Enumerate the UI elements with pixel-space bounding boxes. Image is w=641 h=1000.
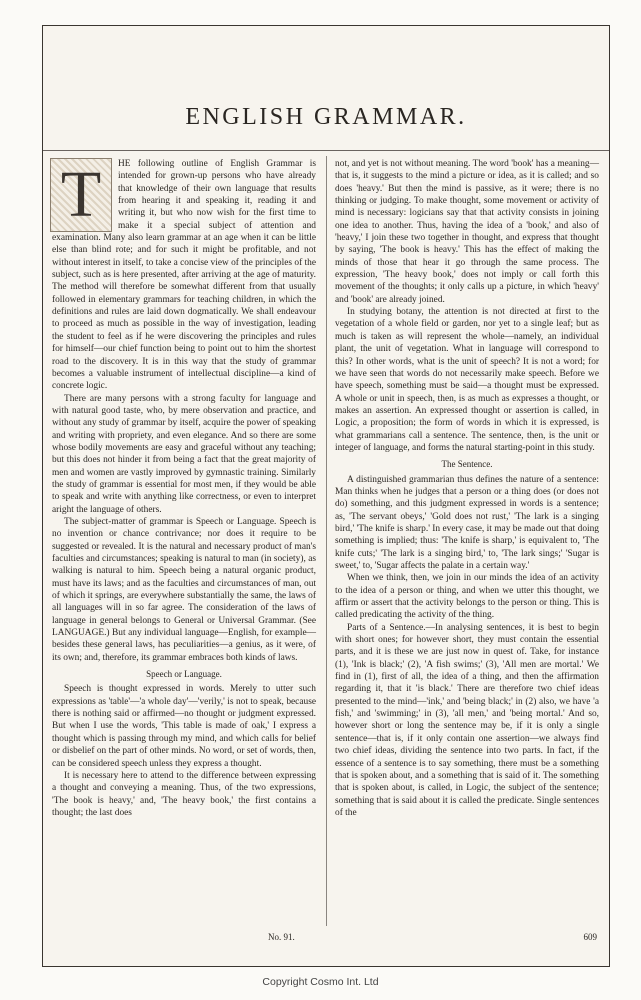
page-footer	[43, 932, 609, 946]
right-column	[335, 158, 599, 819]
body-paragraph: Speech is thought expressed in words. Merely to utter such expressions as 'table'—'a whole day'—'verily,' is not to speak, because there is nothing said or affirmed—no thought or judgment expressed. But when I use the words, 'This table is made of oak,' I express a thought which is passing through my mind, and which calls for belief or disbelief on the part of other minds. No word, or set of words, then, can be considered speech unless they express a thought.	[52, 684, 316, 769]
page-frame	[42, 25, 610, 967]
section-heading-sentence: The Sentence.	[441, 459, 493, 470]
body-paragraph: In studying botany, the attention is not directed at first to the vegetation of a whole field or garden, nor yet to a single leaf; but as much is taken as will represent the whole—namely, an individual plant, the unit of vegetation. What in language will correspond to this? In other words, what is the unit of speech? It is not a word; for we have seen that words do not necessarily make speech. Before we have speech, something must be said—a thought must be expressed. A whole or unit in speech, then, is as much as expresses a thought, or makes an assertion. An expressed thought or assertion is called, in Logic, a proposition; the form of words in which it is expressed, is what grammarians call a sentence. The sentence, then, is the unit or integer of language, and forms the natural starting-point in this study.	[335, 307, 599, 453]
intro-paragraph: HE following outline of English Grammar is intended for grown-up persons who have already that knowledge of their own language that results from hearing it and speaking it, reading it and writing it, but who now wish for the first time to make it a special subject of attention and examination. Many also learn grammar at an age when it can be little else than blind rote; and for such it might be profitable, and not without interest in itself, to take a concise view of the principles of the subject, such as is here presented, after arriving at the age of maturity. The method will therefore be somewhat different from that usually followed in elementary grammars for teaching children, in which the definitions and rules are laid down dogmatically. We shall endeavour to proceed as much as possible in the way of investigation, leading the student to feel as if he were discovering the principles and rules for himself—our chief function being to point out to him the shortest road to the discovery. It is in this way that the study of grammar becomes a valuable instrument of intellectual discipline—a kind of concrete logic.	[52, 159, 316, 392]
body-paragraph: When we think, then, we join in our minds the idea of an activity to the idea of a person or thing, and when we utter this thought, we affirm or assert that the activity belongs to the person or thing. This is called predicating the activity of the thing.	[335, 573, 599, 621]
title-rule	[43, 150, 609, 151]
title-area	[43, 26, 609, 151]
issue-number: No. 91.	[268, 932, 295, 942]
body-paragraph: Parts of a Sentence.—In analysing sentences, it is best to begin with short ones; for however short, they must contain the essential parts, and it is these we are just now in quest of. Take, for instance (1), 'Ink is black;' (2), 'A fish swims;' (3), 'All men are mortal.' We find in (1), first of all, the idea of a thing, and then the affirmation regarding it, that it 'is black.' There are therefore two chief ideas presented to the mind—'ink,' and 'being black;' in (2) also, we have 'a fish,' and 'swimming;' in (3), 'all men,' and 'being mortal.' And so, however short or long the sentence may be, if it is only a single sentence—that is, if it only contain one assertion—we always find two chief ideas, dividing the sentence into two parts. In fact, if the essence of a sentence is to say something, there must be a something that is spoken about, and a something that is said of it. The something that is spoken about, is called, in Logic, the subject of the sentence; something that is said about it is called the predicate. Single sentences of the	[335, 622, 599, 818]
body-paragraph: A distinguished grammarian thus defines the nature of a sentence: Man thinks when he judges that a person or a thing does (or does not do) something, and this judgment expressed in words is a sentence; as, 'The servant obeys,' 'Gold does not rust,' 'The lark is a singing bird,' 'The knife is sharp.' In every case, it may be made out that doing something is implied; thus: 'The knife is sharp,' is equivalent to, 'The knife cuts;' 'The lark is a singing bird,' to, 'The lark sings;' 'Sugar is sweet,' to, 'Sugar affects the palate in a certain way.'	[335, 474, 599, 571]
body-paragraph: It is necessary here to attend to the difference between expressing a thought and conveying a meaning. Thus, of the two expressions, 'The book is heavy,' and, 'The heavy book,' the first contains a thought; the last does	[52, 770, 316, 818]
ornate-drop-cap: T	[50, 158, 112, 232]
body-paragraph: not, and yet is not without meaning. The word 'book' has a meaning—that is, it suggests to the mind a picture or idea, as it is called; and so does 'heavy.' But then the mind is passive, as it were; there is no thinking or judging. To make thought, some movement or activity of mind is necessary: logicians say that that activity consists in joining one idea to another. Thus, having the idea of a 'book,' and also of 'heavy,' I join these two together in thought, and express that thought by saying, 'The book is heavy.' This has the effect of making the minds of those that hear it go through the same process. The expression, 'The heavy book,' does not imply or call forth this movement of the thoughts; it only calls up a picture, in which 'heavy' and 'book' are already joined.	[335, 159, 599, 305]
copyright-watermark: Copyright Cosmo Int. Ltd	[262, 976, 379, 988]
body-paragraph: There are many persons with a strong faculty for language and with natural good taste, who, by mere observation and practice, and without any study of grammar by itself, acquire the power of speaking and writing with propriety, and even elegance. And so there are some whose bodily movements are easy and graceful without any teaching; but this does not hinder it from being a fact that the great majority of men and women are vastly improved by gymnastic training. Similarly the study of grammar is essential for most men, if they would be able to speak and write with anything like correctness, or even to interpret aright the language of others.	[52, 393, 316, 515]
column-divider	[326, 156, 327, 926]
body-paragraph: The subject-matter of grammar is Speech or Language. Speech is no invention or chance contrivance; nor does it require to be suggested or revealed. It is the natural and necessary product of man's faculties and circumstances; speaking is natural to man (in society), as walking is natural to him. Speech being a natural organic product, must have its laws; and as the faculties and circumstances of man, out of which it springs, are everywhere substantially the same, the laws of all languages will in so far agree. The consideration of the laws of language in general belongs to General or Universal Grammar. (See LANGUAGE.) But any individual language—English, for example—besides these general laws, has peculiarities—a genius, as it were, of its own; and, therefore, its grammar embraces both kinds of laws.	[52, 516, 316, 663]
page-title: ENGLISH GRAMMAR.	[185, 104, 467, 130]
page-number: 609	[583, 932, 597, 942]
section-heading-speech: Speech or Language.	[146, 669, 222, 680]
left-column	[52, 158, 316, 819]
